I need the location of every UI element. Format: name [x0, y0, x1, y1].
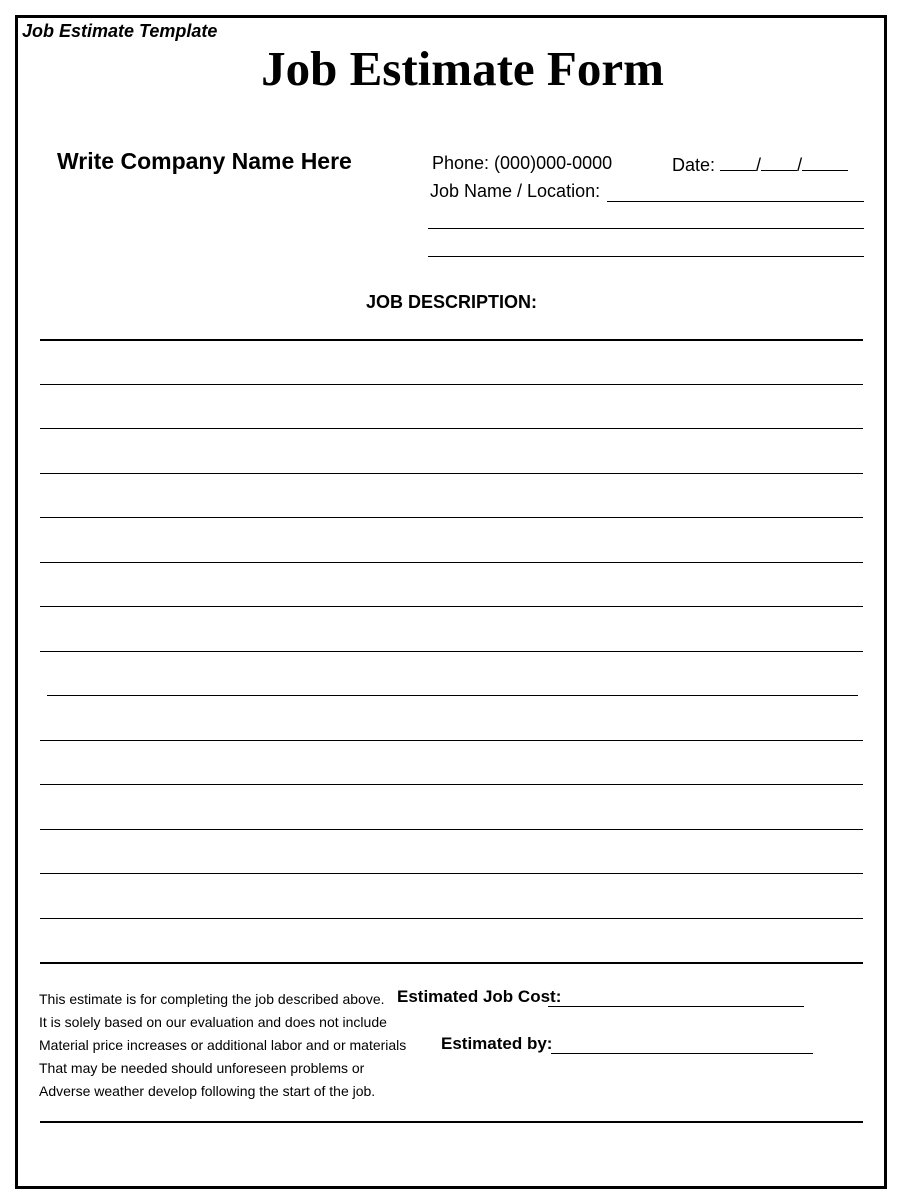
description-line[interactable]: [40, 651, 863, 652]
description-line[interactable]: [40, 562, 863, 563]
disclaimer-line: It is solely based on our evaluation and does not include: [39, 1014, 387, 1030]
description-line[interactable]: [40, 829, 863, 830]
form-title: Job Estimate Form: [261, 41, 664, 96]
date-year-blank[interactable]: [802, 153, 848, 171]
date-separator: /: [756, 155, 762, 175]
estimated-by-blank[interactable]: [551, 1053, 813, 1054]
description-line[interactable]: [40, 384, 863, 385]
date-month-blank[interactable]: [720, 153, 756, 171]
phone-label: Phone: (000)000-0000: [432, 153, 613, 173]
description-line[interactable]: [40, 339, 863, 341]
disclaimer-line: Adverse weather develop following the start of the job.: [39, 1083, 376, 1099]
signature-line[interactable]: [40, 1121, 863, 1123]
disclaimer-line: Material price increases or additional labor and or materials: [39, 1037, 407, 1053]
description-line[interactable]: [40, 517, 863, 518]
disclaimer-line: That may be needed should unforeseen problems or: [39, 1060, 365, 1076]
date-label: Date:: [672, 155, 716, 175]
description-line[interactable]: [40, 740, 863, 741]
estimated-by-label: Estimated by:: [441, 1034, 553, 1053]
description-line[interactable]: [40, 962, 863, 964]
company-name: Write Company Name Here: [57, 148, 352, 174]
description-line[interactable]: [40, 473, 863, 474]
job-name-blank[interactable]: [607, 201, 864, 202]
job-location-line[interactable]: [428, 256, 864, 257]
template-label: Job Estimate Template: [22, 21, 218, 41]
job-name-label: Job Name / Location:: [430, 181, 601, 201]
job-description-heading: JOB DESCRIPTION:: [365, 292, 538, 312]
description-line[interactable]: [40, 606, 863, 607]
date-separator: /: [797, 155, 803, 175]
description-line[interactable]: [40, 784, 863, 785]
estimated-cost-blank[interactable]: [548, 1006, 804, 1007]
date-day-blank[interactable]: [761, 153, 797, 171]
description-line[interactable]: [47, 695, 858, 696]
date-field[interactable]: [672, 153, 848, 176]
estimated-cost-label: Estimated Job Cost:: [397, 987, 562, 1006]
disclaimer-line: This estimate is for completing the job described above.: [39, 991, 385, 1007]
job-location-line[interactable]: [428, 228, 864, 229]
description-line[interactable]: [40, 873, 863, 874]
description-line[interactable]: [40, 918, 863, 919]
estimate-disclaimer: [39, 988, 406, 1103]
description-line[interactable]: [40, 428, 863, 429]
